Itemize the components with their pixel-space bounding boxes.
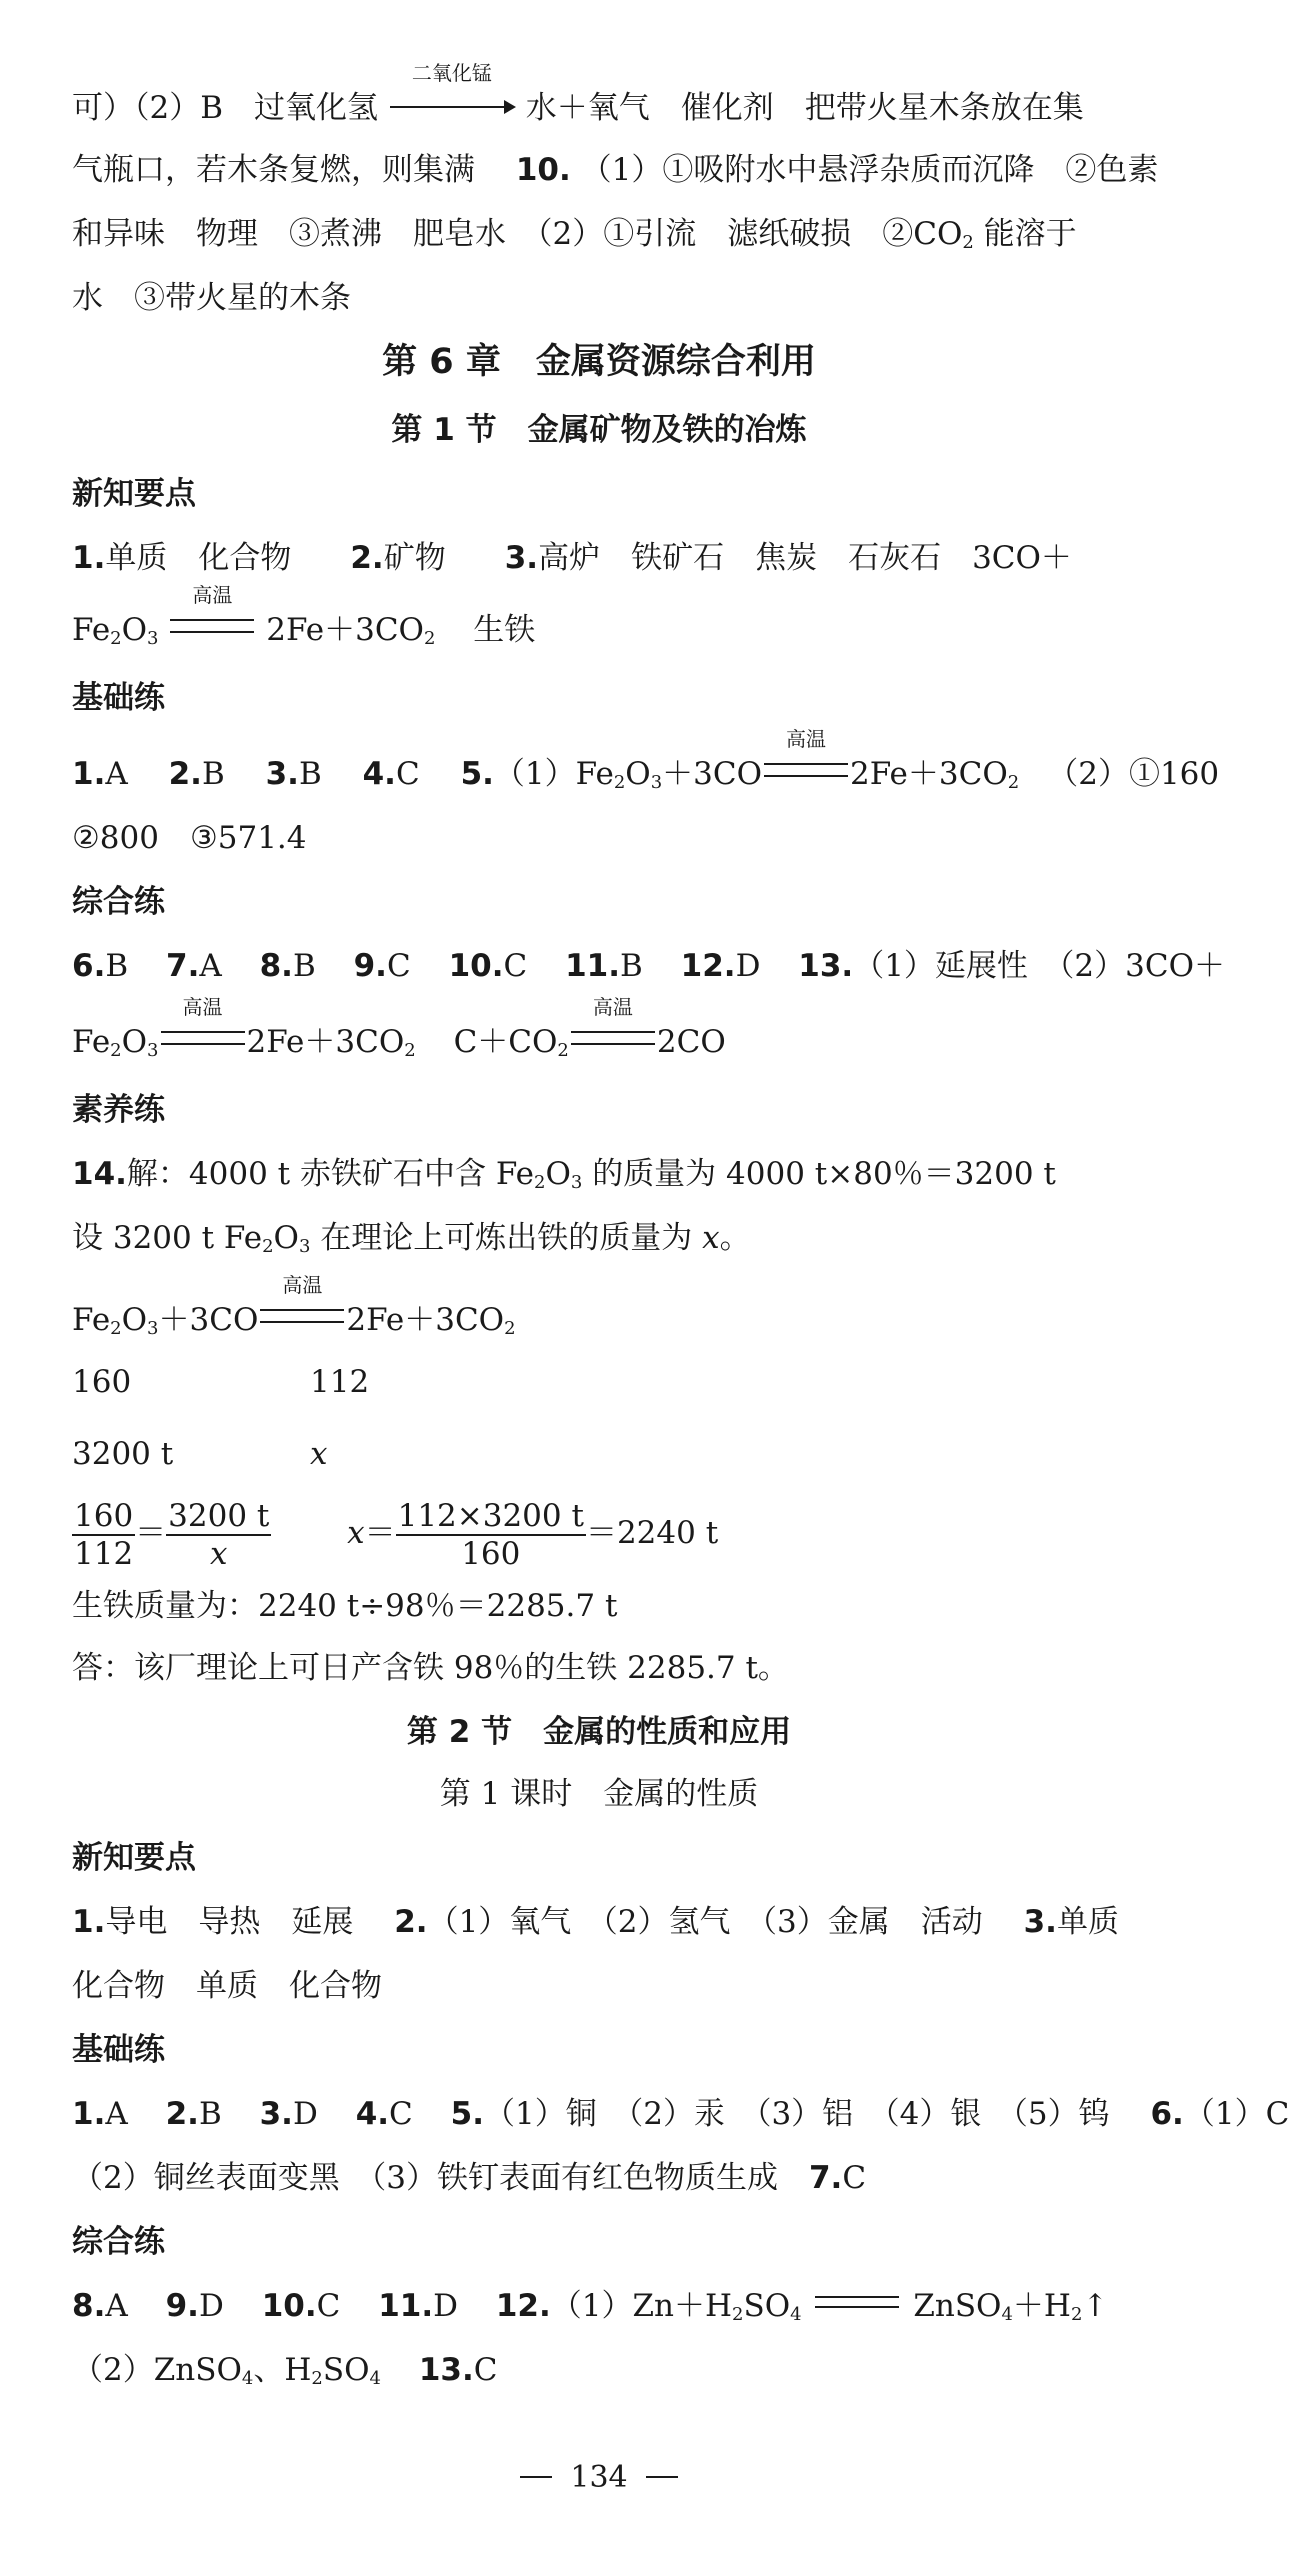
text-line: 1.导电 导热 延展 2.（1）氧气 （2）氢气 （3）金属 活动 3.单质 <box>72 1904 1119 1940</box>
text-line: 14.解：4000 t 赤铁矿石中含 $Fe_2O_3$ 的质量为 4000 t×80％＝3200 t <box>72 1156 1056 1193</box>
page-number: 134 <box>570 2460 628 2495</box>
footer-dash <box>520 2476 552 2478</box>
equation-line: $Fe_2O_3$ 高温 $2Fe+3CO_2$ 生铁 <box>72 583 536 649</box>
subscript: 2 <box>962 232 974 253</box>
lesson-title: 第 1 课时 金属的性质 <box>439 1776 759 1812</box>
subsection-heading: 基础练 <box>72 2032 165 2068</box>
text-line: 8.A 9.D 10.C 11.D $12.(1)Zn+H_2SO_4$ $ZnSO_4+H_2↑$ <box>72 2288 1109 2325</box>
proportion-line: $\frac{160}{112}$ ＝ $\frac{3200 t}{x}$ x＝ $\frac{112\times 3200 t}{160}$ ＝2240 t <box>74 1497 719 1572</box>
reaction-condition <box>390 61 514 128</box>
footer-dash <box>646 2476 678 2478</box>
subsection-heading: 综合练 <box>72 884 165 920</box>
text-line: 1.A 2.B 3.B 4.C $5.(1)Fe_2O_3+3CO$ 高温 $2Fe+3CO_2$ （2）①160 <box>72 727 1220 793</box>
chapter-title: 第 6 章 金属资源综合利用 <box>382 342 816 382</box>
equation-line: $Fe_2O_3$ 高温 $2Fe+3CO_2$ $C+CO_2$ 高温 2CO <box>72 995 726 1061</box>
text-segment: 可）（2）B 过氧化氢 <box>72 90 379 126</box>
text-line: 6.B 7.A 8.B 9.C 10.C 11.B 12.D 13.（1）延展性 （2）3CO＋ <box>72 948 1226 984</box>
text-segment: 气瓶口，若木条复燃，则集满 <box>72 152 506 188</box>
subsection-heading: 新知要点 <box>72 476 196 512</box>
text-line <box>72 61 1138 128</box>
fraction: $\frac{3200 t}{x}$ <box>168 1497 270 1572</box>
fraction: $\frac{160}{112}$ <box>74 1497 134 1572</box>
fraction: $\frac{112\times 3200 t}{160}$ <box>397 1497 584 1572</box>
subsection-heading: 新知要点 <box>72 1840 196 1876</box>
text-line: 1.A 2.B 3.D 4.C 5.（1）铜 （2）汞 （3）铝 （4）银 （5）钨 6.（1）C <box>72 2096 1289 2132</box>
text-segment: 能溶于 <box>983 216 1077 252</box>
text-line: 化合物 单质 化合物 <box>72 1968 382 2004</box>
text-line: （2）铜丝表面变黑 （3）铁钉表面有红色物质生成 7.C <box>72 2160 867 2196</box>
text-line: 答：该厂理论上可日产含铁 98％的生铁 2285.7 t。 <box>72 1650 789 1686</box>
reaction-condition: 高温 <box>170 610 254 650</box>
text-line <box>72 150 1159 190</box>
section-title: 第 1 节 金属矿物及铁的冶炼 <box>391 412 807 448</box>
reaction-arrow <box>390 106 514 108</box>
equation-line: $Fe_2O_3+3CO$ 高温 $2Fe+3CO_2$ <box>72 1273 516 1339</box>
text-segment: 水 ③带火星的木条 <box>72 280 351 316</box>
text-segment: （1）①吸附水中悬浮杂质而沉降 ②色素 <box>580 152 1159 188</box>
text-line: ②800 ③571.4 <box>72 820 307 856</box>
catalyst-label: 二氧化锰 <box>411 61 492 85</box>
subsection-heading: 综合练 <box>72 2224 165 2260</box>
subsection-heading: 素养练 <box>72 1092 165 1128</box>
page-footer <box>0 2460 1198 2495</box>
calc-line: 160 112 <box>72 1364 370 1400</box>
text-line: （2）ZnSO$_4$、$H_2SO_4$ 13.C <box>72 2352 498 2389</box>
text-segment: 水＋氧气 催化剂 把带火星木条放在集 <box>525 90 1084 126</box>
text-line: 1.单质 化合物 2.矿物 3.高炉 铁矿石 焦炭 石灰石 3CO＋ <box>72 540 1072 576</box>
text-line <box>72 214 1138 254</box>
question-number: 10. <box>515 152 571 188</box>
calc-line: 3200 t x <box>72 1436 328 1472</box>
text-line: 生铁质量为：2240 t÷98％＝2285.7 t <box>72 1588 618 1624</box>
equals-sign <box>815 2296 899 2308</box>
text-line <box>72 278 1138 318</box>
section-title: 第 2 节 金属的性质和应用 <box>406 1714 792 1750</box>
text-line: 设 3200 t $Fe_2O_3$ 在理论上可炼出铁的质量为 x。 <box>72 1220 751 1257</box>
subsection-heading: 基础练 <box>72 680 165 716</box>
text-segment: 和异味 物理 ③煮沸 肥皂水 （2）①引流 滤纸破损 ②CO <box>72 216 963 252</box>
